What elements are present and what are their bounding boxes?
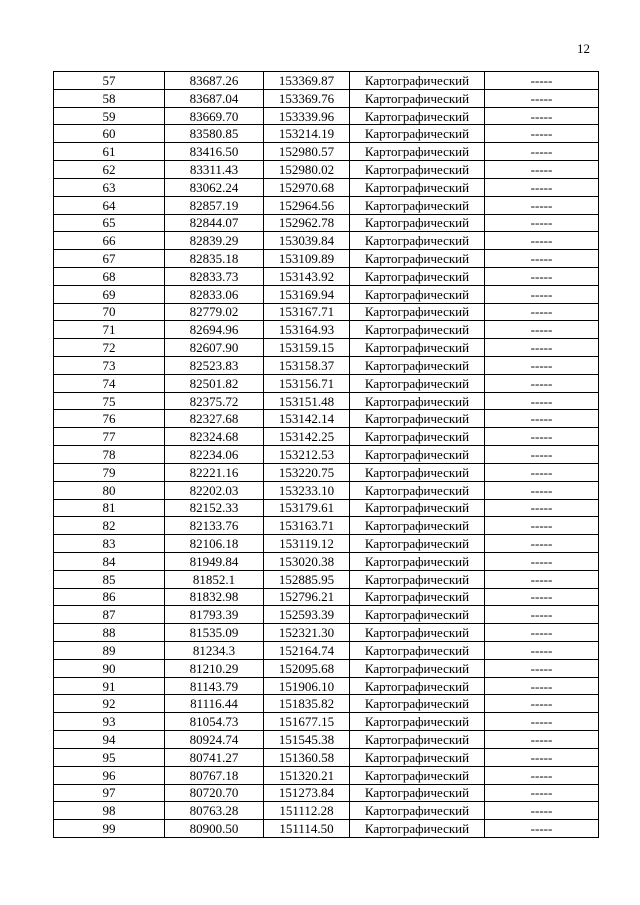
accuracy-cell: ----- (485, 570, 599, 588)
y-coordinate-cell: 151320.21 (264, 766, 350, 784)
y-coordinate-cell: 152962.78 (264, 214, 350, 232)
x-coordinate-cell: 82833.73 (165, 267, 264, 285)
table-row (54, 161, 599, 179)
method-cell: Картографический (350, 677, 485, 695)
method-cell: Картографический (350, 143, 485, 161)
method-cell: Картографический (350, 606, 485, 624)
y-coordinate-cell: 153164.93 (264, 321, 350, 339)
method-cell: Картографический (350, 713, 485, 731)
table-row (54, 588, 599, 606)
x-coordinate-cell: 82375.72 (165, 392, 264, 410)
point-number-cell: 67 (54, 250, 165, 268)
point-number-cell: 72 (54, 339, 165, 357)
x-coordinate-cell: 82221.16 (165, 463, 264, 481)
table-row (54, 713, 599, 731)
x-coordinate-cell: 82234.06 (165, 446, 264, 464)
table-row (54, 731, 599, 749)
y-coordinate-cell: 153142.25 (264, 428, 350, 446)
y-coordinate-cell: 152964.56 (264, 196, 350, 214)
table-row (54, 196, 599, 214)
method-cell: Картографический (350, 695, 485, 713)
point-number-cell: 88 (54, 624, 165, 642)
x-coordinate-cell: 80767.18 (165, 766, 264, 784)
point-number-cell: 61 (54, 143, 165, 161)
accuracy-cell: ----- (485, 357, 599, 375)
accuracy-cell: ----- (485, 499, 599, 517)
x-coordinate-cell: 81949.84 (165, 552, 264, 570)
point-number-cell: 80 (54, 481, 165, 499)
table-row (54, 107, 599, 125)
point-number-cell: 60 (54, 125, 165, 143)
x-coordinate-cell: 82694.96 (165, 321, 264, 339)
y-coordinate-cell: 152970.68 (264, 178, 350, 196)
accuracy-cell: ----- (485, 374, 599, 392)
y-coordinate-cell: 151273.84 (264, 784, 350, 802)
x-coordinate-cell: 80741.27 (165, 748, 264, 766)
table-row (54, 463, 599, 481)
accuracy-cell: ----- (485, 267, 599, 285)
table-row (54, 820, 599, 838)
x-coordinate-cell: 80720.70 (165, 784, 264, 802)
table-row (54, 481, 599, 499)
table-row (54, 410, 599, 428)
table-row (54, 677, 599, 695)
accuracy-cell: ----- (485, 677, 599, 695)
point-number-cell: 81 (54, 499, 165, 517)
point-number-cell: 58 (54, 89, 165, 107)
y-coordinate-cell: 153119.12 (264, 535, 350, 553)
point-number-cell: 94 (54, 731, 165, 749)
x-coordinate-cell: 82501.82 (165, 374, 264, 392)
y-coordinate-cell: 152164.74 (264, 642, 350, 660)
accuracy-cell: ----- (485, 178, 599, 196)
point-number-cell: 76 (54, 410, 165, 428)
x-coordinate-cell: 81143.79 (165, 677, 264, 695)
accuracy-cell: ----- (485, 766, 599, 784)
accuracy-cell: ----- (485, 820, 599, 838)
method-cell: Картографический (350, 232, 485, 250)
x-coordinate-cell: 82106.18 (165, 535, 264, 553)
accuracy-cell: ----- (485, 535, 599, 553)
point-number-cell: 71 (54, 321, 165, 339)
x-coordinate-cell: 81054.73 (165, 713, 264, 731)
point-number-cell: 96 (54, 766, 165, 784)
x-coordinate-cell: 82839.29 (165, 232, 264, 250)
table-row (54, 499, 599, 517)
accuracy-cell: ----- (485, 695, 599, 713)
coordinates-table-body (54, 72, 599, 838)
y-coordinate-cell: 151835.82 (264, 695, 350, 713)
method-cell: Картографический (350, 125, 485, 143)
x-coordinate-cell: 82835.18 (165, 250, 264, 268)
accuracy-cell: ----- (485, 481, 599, 499)
table-row (54, 517, 599, 535)
page-number: 12 (577, 41, 590, 56)
table-row (54, 535, 599, 553)
point-number-cell: 95 (54, 748, 165, 766)
y-coordinate-cell: 153220.75 (264, 463, 350, 481)
method-cell: Картографический (350, 588, 485, 606)
x-coordinate-cell: 83687.26 (165, 72, 264, 90)
method-cell: Картографический (350, 552, 485, 570)
accuracy-cell: ----- (485, 624, 599, 642)
accuracy-cell: ----- (485, 107, 599, 125)
method-cell: Картографический (350, 357, 485, 375)
method-cell: Картографический (350, 481, 485, 499)
table-row (54, 784, 599, 802)
y-coordinate-cell: 151545.38 (264, 731, 350, 749)
method-cell: Картографический (350, 463, 485, 481)
accuracy-cell: ----- (485, 303, 599, 321)
accuracy-cell: ----- (485, 232, 599, 250)
point-number-cell: 85 (54, 570, 165, 588)
point-number-cell: 74 (54, 374, 165, 392)
table-row (54, 392, 599, 410)
accuracy-cell: ----- (485, 802, 599, 820)
x-coordinate-cell: 81793.39 (165, 606, 264, 624)
table-row (54, 125, 599, 143)
y-coordinate-cell: 151677.15 (264, 713, 350, 731)
method-cell: Картографический (350, 303, 485, 321)
x-coordinate-cell: 82607.90 (165, 339, 264, 357)
x-coordinate-cell: 82202.03 (165, 481, 264, 499)
accuracy-cell: ----- (485, 72, 599, 90)
y-coordinate-cell: 153151.48 (264, 392, 350, 410)
accuracy-cell: ----- (485, 748, 599, 766)
point-number-cell: 64 (54, 196, 165, 214)
point-number-cell: 83 (54, 535, 165, 553)
method-cell: Картографический (350, 784, 485, 802)
point-number-cell: 89 (54, 642, 165, 660)
y-coordinate-cell: 153179.61 (264, 499, 350, 517)
accuracy-cell: ----- (485, 446, 599, 464)
accuracy-cell: ----- (485, 125, 599, 143)
accuracy-cell: ----- (485, 285, 599, 303)
point-number-cell: 93 (54, 713, 165, 731)
table-row (54, 321, 599, 339)
accuracy-cell: ----- (485, 552, 599, 570)
y-coordinate-cell: 152796.21 (264, 588, 350, 606)
point-number-cell: 78 (54, 446, 165, 464)
method-cell: Картографический (350, 731, 485, 749)
x-coordinate-cell: 82857.19 (165, 196, 264, 214)
table-row (54, 446, 599, 464)
x-coordinate-cell: 81852.1 (165, 570, 264, 588)
y-coordinate-cell: 153212.53 (264, 446, 350, 464)
method-cell: Картографический (350, 624, 485, 642)
accuracy-cell: ----- (485, 731, 599, 749)
coordinates-table (53, 71, 599, 838)
table-row (54, 606, 599, 624)
y-coordinate-cell: 153142.14 (264, 410, 350, 428)
y-coordinate-cell: 153109.89 (264, 250, 350, 268)
method-cell: Картографический (350, 535, 485, 553)
y-coordinate-cell: 153143.92 (264, 267, 350, 285)
table-row (54, 766, 599, 784)
y-coordinate-cell: 153339.96 (264, 107, 350, 125)
method-cell: Картографический (350, 766, 485, 784)
point-number-cell: 59 (54, 107, 165, 125)
table-row (54, 339, 599, 357)
table-row (54, 695, 599, 713)
y-coordinate-cell: 153369.87 (264, 72, 350, 90)
method-cell: Картографический (350, 89, 485, 107)
accuracy-cell: ----- (485, 642, 599, 660)
x-coordinate-cell: 83669.70 (165, 107, 264, 125)
x-coordinate-cell: 82523.83 (165, 357, 264, 375)
method-cell: Картографический (350, 748, 485, 766)
y-coordinate-cell: 152980.57 (264, 143, 350, 161)
method-cell: Картографический (350, 267, 485, 285)
method-cell: Картографический (350, 250, 485, 268)
table-row (54, 143, 599, 161)
point-number-cell: 77 (54, 428, 165, 446)
accuracy-cell: ----- (485, 196, 599, 214)
point-number-cell: 70 (54, 303, 165, 321)
accuracy-cell: ----- (485, 517, 599, 535)
accuracy-cell: ----- (485, 659, 599, 677)
x-coordinate-cell: 82844.07 (165, 214, 264, 232)
accuracy-cell: ----- (485, 161, 599, 179)
y-coordinate-cell: 152095.68 (264, 659, 350, 677)
point-number-cell: 69 (54, 285, 165, 303)
method-cell: Картографический (350, 392, 485, 410)
point-number-cell: 68 (54, 267, 165, 285)
x-coordinate-cell: 81210.29 (165, 659, 264, 677)
point-number-cell: 99 (54, 820, 165, 838)
table-row (54, 250, 599, 268)
accuracy-cell: ----- (485, 143, 599, 161)
point-number-cell: 97 (54, 784, 165, 802)
y-coordinate-cell: 152885.95 (264, 570, 350, 588)
table-row (54, 802, 599, 820)
point-number-cell: 57 (54, 72, 165, 90)
method-cell: Картографический (350, 178, 485, 196)
accuracy-cell: ----- (485, 321, 599, 339)
y-coordinate-cell: 151906.10 (264, 677, 350, 695)
x-coordinate-cell: 82833.06 (165, 285, 264, 303)
x-coordinate-cell: 80924.74 (165, 731, 264, 749)
y-coordinate-cell: 153169.94 (264, 285, 350, 303)
method-cell: Картографический (350, 374, 485, 392)
table-row (54, 214, 599, 232)
method-cell: Картографический (350, 410, 485, 428)
point-number-cell: 90 (54, 659, 165, 677)
x-coordinate-cell: 81116.44 (165, 695, 264, 713)
table-row (54, 72, 599, 90)
point-number-cell: 86 (54, 588, 165, 606)
y-coordinate-cell: 151112.28 (264, 802, 350, 820)
y-coordinate-cell: 152980.02 (264, 161, 350, 179)
table-row (54, 659, 599, 677)
table-row (54, 552, 599, 570)
method-cell: Картографический (350, 72, 485, 90)
y-coordinate-cell: 153163.71 (264, 517, 350, 535)
point-number-cell: 79 (54, 463, 165, 481)
table-row (54, 570, 599, 588)
y-coordinate-cell: 153159.15 (264, 339, 350, 357)
table-row (54, 232, 599, 250)
point-number-cell: 63 (54, 178, 165, 196)
table-row (54, 303, 599, 321)
x-coordinate-cell: 83311.43 (165, 161, 264, 179)
method-cell: Картографический (350, 214, 485, 232)
method-cell: Картографический (350, 107, 485, 125)
accuracy-cell: ----- (485, 784, 599, 802)
y-coordinate-cell: 152593.39 (264, 606, 350, 624)
accuracy-cell: ----- (485, 428, 599, 446)
table-row (54, 267, 599, 285)
y-coordinate-cell: 153167.71 (264, 303, 350, 321)
x-coordinate-cell: 82324.68 (165, 428, 264, 446)
point-number-cell: 82 (54, 517, 165, 535)
accuracy-cell: ----- (485, 250, 599, 268)
method-cell: Картографический (350, 659, 485, 677)
accuracy-cell: ----- (485, 713, 599, 731)
method-cell: Картографический (350, 161, 485, 179)
x-coordinate-cell: 82133.76 (165, 517, 264, 535)
point-number-cell: 75 (54, 392, 165, 410)
accuracy-cell: ----- (485, 606, 599, 624)
table-row (54, 178, 599, 196)
accuracy-cell: ----- (485, 214, 599, 232)
x-coordinate-cell: 80763.28 (165, 802, 264, 820)
x-coordinate-cell: 82152.33 (165, 499, 264, 517)
point-number-cell: 87 (54, 606, 165, 624)
x-coordinate-cell: 83062.24 (165, 178, 264, 196)
x-coordinate-cell: 82779.02 (165, 303, 264, 321)
x-coordinate-cell: 83580.85 (165, 125, 264, 143)
table-row (54, 374, 599, 392)
accuracy-cell: ----- (485, 339, 599, 357)
x-coordinate-cell: 83416.50 (165, 143, 264, 161)
y-coordinate-cell: 151114.50 (264, 820, 350, 838)
x-coordinate-cell: 83687.04 (165, 89, 264, 107)
point-number-cell: 62 (54, 161, 165, 179)
method-cell: Картографический (350, 517, 485, 535)
method-cell: Картографический (350, 820, 485, 838)
table-row (54, 642, 599, 660)
y-coordinate-cell: 153233.10 (264, 481, 350, 499)
table-row (54, 428, 599, 446)
table-row (54, 357, 599, 375)
y-coordinate-cell: 153369.76 (264, 89, 350, 107)
point-number-cell: 65 (54, 214, 165, 232)
y-coordinate-cell: 153214.19 (264, 125, 350, 143)
table-row (54, 285, 599, 303)
y-coordinate-cell: 153039.84 (264, 232, 350, 250)
method-cell: Картографический (350, 321, 485, 339)
y-coordinate-cell: 153020.38 (264, 552, 350, 570)
point-number-cell: 84 (54, 552, 165, 570)
x-coordinate-cell: 80900.50 (165, 820, 264, 838)
method-cell: Картографический (350, 499, 485, 517)
x-coordinate-cell: 82327.68 (165, 410, 264, 428)
point-number-cell: 73 (54, 357, 165, 375)
x-coordinate-cell: 81832.98 (165, 588, 264, 606)
method-cell: Картографический (350, 802, 485, 820)
point-number-cell: 98 (54, 802, 165, 820)
accuracy-cell: ----- (485, 392, 599, 410)
accuracy-cell: ----- (485, 89, 599, 107)
method-cell: Картографический (350, 285, 485, 303)
x-coordinate-cell: 81234.3 (165, 642, 264, 660)
table-row (54, 624, 599, 642)
table-row (54, 89, 599, 107)
table-row (54, 748, 599, 766)
y-coordinate-cell: 153158.37 (264, 357, 350, 375)
method-cell: Картографический (350, 570, 485, 588)
method-cell: Картографический (350, 196, 485, 214)
point-number-cell: 66 (54, 232, 165, 250)
y-coordinate-cell: 151360.58 (264, 748, 350, 766)
method-cell: Картографический (350, 446, 485, 464)
point-number-cell: 91 (54, 677, 165, 695)
method-cell: Картографический (350, 428, 485, 446)
point-number-cell: 92 (54, 695, 165, 713)
accuracy-cell: ----- (485, 410, 599, 428)
accuracy-cell: ----- (485, 463, 599, 481)
accuracy-cell: ----- (485, 588, 599, 606)
y-coordinate-cell: 153156.71 (264, 374, 350, 392)
x-coordinate-cell: 81535.09 (165, 624, 264, 642)
y-coordinate-cell: 152321.30 (264, 624, 350, 642)
method-cell: Картографический (350, 642, 485, 660)
method-cell: Картографический (350, 339, 485, 357)
